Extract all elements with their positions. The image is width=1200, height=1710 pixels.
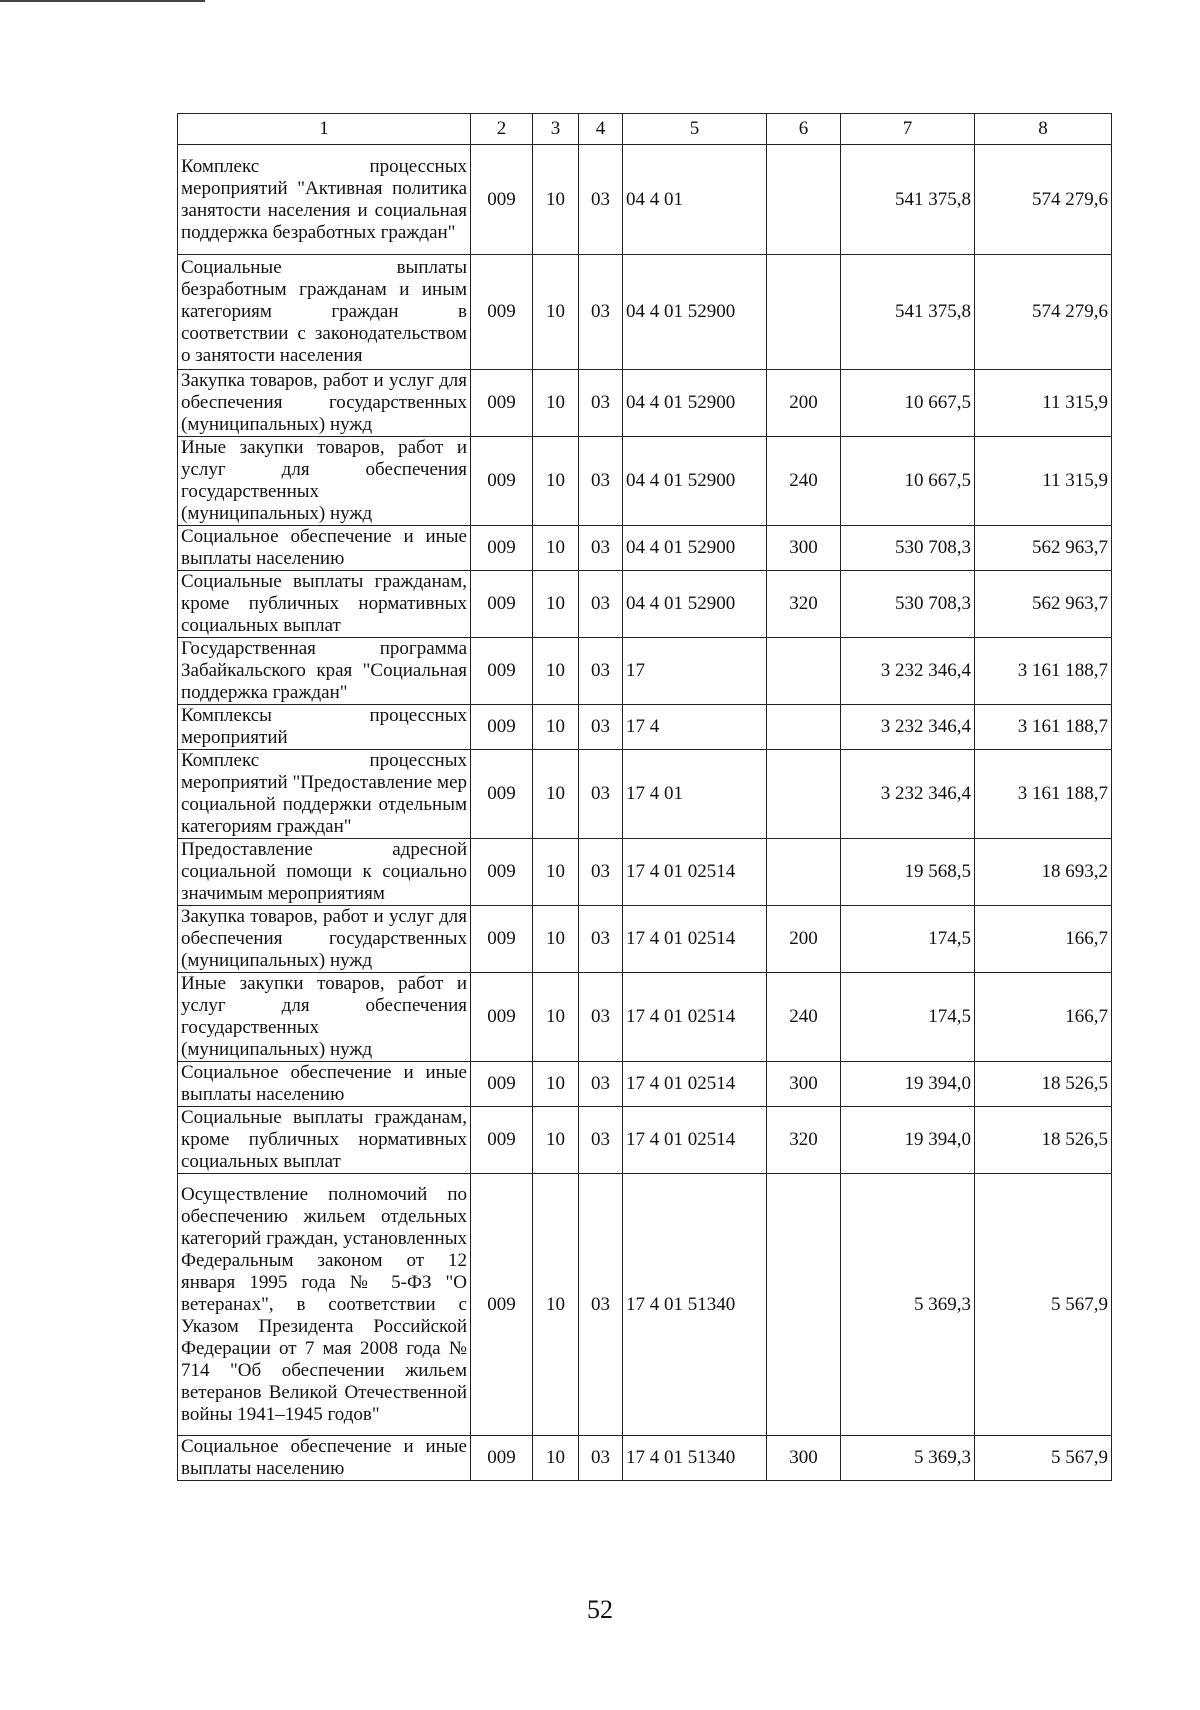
cell-admin-code: 009: [471, 1062, 533, 1107]
cell-expense-type: [767, 145, 841, 255]
cell-admin-code: 009: [471, 973, 533, 1062]
cell-section: 10: [533, 571, 579, 638]
table-row: [178, 1107, 1112, 1174]
cell-admin-code: 009: [471, 571, 533, 638]
header-cell: 2: [471, 114, 533, 145]
cell-expense-type: 300: [767, 1436, 841, 1481]
cell-amount-year1: 530 708,3: [841, 526, 975, 571]
cell-subsection: 03: [579, 1436, 623, 1481]
cell-amount-year2: 18 526,5: [975, 1107, 1112, 1174]
table-body: [178, 145, 1112, 1481]
cell-admin-code: 009: [471, 255, 533, 370]
row-description: Закупка товаров, работ и услуг для обеспечения государственных (муниципальных) нужд: [178, 906, 471, 973]
header-cell: 3: [533, 114, 579, 145]
cell-amount-year1: 19 394,0: [841, 1107, 975, 1174]
row-description: Социальное обеспечение и иные выплаты населению: [178, 526, 471, 571]
cell-amount-year2: 18 693,2: [975, 839, 1112, 906]
cell-subsection: 03: [579, 705, 623, 750]
cell-expense-type: 320: [767, 1107, 841, 1174]
table-header-row: [178, 114, 1112, 145]
cell-amount-year2: 166,7: [975, 906, 1112, 973]
cell-amount-year2: 3 161 188,7: [975, 638, 1112, 705]
cell-section: 10: [533, 839, 579, 906]
table-row: [178, 571, 1112, 638]
top-edge-rule: [0, 0, 205, 2]
cell-amount-year2: 5 567,9: [975, 1436, 1112, 1481]
table-row: [178, 638, 1112, 705]
row-description: Социальные выплаты гражданам, кроме публичных нормативных социальных выплат: [178, 1107, 471, 1174]
cell-admin-code: 009: [471, 1174, 533, 1436]
cell-section: 10: [533, 1107, 579, 1174]
row-description: Комплексы процессных мероприятий: [178, 705, 471, 750]
cell-section: 10: [533, 255, 579, 370]
cell-target-article: 04 4 01 52900: [623, 370, 767, 437]
cell-section: 10: [533, 638, 579, 705]
cell-target-article: 17 4 01: [623, 750, 767, 839]
cell-subsection: 03: [579, 906, 623, 973]
cell-target-article: 17: [623, 638, 767, 705]
cell-expense-type: [767, 255, 841, 370]
cell-amount-year1: 530 708,3: [841, 571, 975, 638]
cell-subsection: 03: [579, 750, 623, 839]
cell-target-article: 04 4 01 52900: [623, 437, 767, 526]
table-row: [178, 145, 1112, 255]
cell-target-article: 17 4 01 02514: [623, 973, 767, 1062]
row-description: Предоставление адресной социальной помощи к социально значимым мероприятиям: [178, 839, 471, 906]
cell-amount-year1: 19 568,5: [841, 839, 975, 906]
table-row: [178, 1436, 1112, 1481]
cell-amount-year2: 574 279,6: [975, 255, 1112, 370]
cell-section: 10: [533, 370, 579, 437]
header-cell: 5: [623, 114, 767, 145]
cell-amount-year1: 5 369,3: [841, 1436, 975, 1481]
row-description: Социальные выплаты гражданам, кроме публичных нормативных социальных выплат: [178, 571, 471, 638]
cell-amount-year2: 3 161 188,7: [975, 750, 1112, 839]
table-row: [178, 370, 1112, 437]
cell-target-article: 04 4 01 52900: [623, 255, 767, 370]
cell-section: 10: [533, 1062, 579, 1107]
row-description: Государственная программа Забайкальского края "Социальная поддержка граждан": [178, 638, 471, 705]
row-description: Комплекс процессных мероприятий "Предоставление мер социальной поддержки отдельным категориям граждан": [178, 750, 471, 839]
cell-target-article: 17 4 01 02514: [623, 1107, 767, 1174]
header-cell: 6: [767, 114, 841, 145]
cell-admin-code: 009: [471, 526, 533, 571]
table-row: [178, 906, 1112, 973]
cell-amount-year1: 5 369,3: [841, 1174, 975, 1436]
cell-target-article: 04 4 01: [623, 145, 767, 255]
cell-amount-year1: 19 394,0: [841, 1062, 975, 1107]
cell-admin-code: 009: [471, 1436, 533, 1481]
cell-target-article: 17 4: [623, 705, 767, 750]
cell-amount-year1: 10 667,5: [841, 437, 975, 526]
cell-subsection: 03: [579, 839, 623, 906]
cell-amount-year1: 174,5: [841, 906, 975, 973]
cell-amount-year2: 11 315,9: [975, 437, 1112, 526]
header-cell: 8: [975, 114, 1112, 145]
cell-amount-year2: 166,7: [975, 973, 1112, 1062]
cell-amount-year2: 574 279,6: [975, 145, 1112, 255]
cell-amount-year1: 3 232 346,4: [841, 705, 975, 750]
cell-expense-type: 300: [767, 1062, 841, 1107]
table-row: [178, 839, 1112, 906]
table-row: [178, 255, 1112, 370]
cell-expense-type: 240: [767, 437, 841, 526]
cell-amount-year2: 3 161 188,7: [975, 705, 1112, 750]
cell-amount-year2: 18 526,5: [975, 1062, 1112, 1107]
header-cell: 1: [178, 114, 471, 145]
cell-admin-code: 009: [471, 1107, 533, 1174]
cell-admin-code: 009: [471, 906, 533, 973]
row-description: Осуществление полномочий по обеспечению жильем отдельных категорий граждан, установленных Федеральным законом от 12 января 1995 года № 5-ФЗ "О ветеранах", в соответствии с Указом Президента Российской Федерации от 7 мая 2008 года № 714 "Об обеспечении жильем ветеранов Великой Отечественной войны 1941–1945 годов": [178, 1174, 471, 1436]
cell-subsection: 03: [579, 571, 623, 638]
cell-section: 10: [533, 973, 579, 1062]
cell-subsection: 03: [579, 437, 623, 526]
cell-subsection: 03: [579, 145, 623, 255]
cell-target-article: 17 4 01 51340: [623, 1174, 767, 1436]
cell-admin-code: 009: [471, 750, 533, 839]
cell-expense-type: 320: [767, 571, 841, 638]
table-row: [178, 973, 1112, 1062]
cell-target-article: 17 4 01 51340: [623, 1436, 767, 1481]
cell-admin-code: 009: [471, 705, 533, 750]
cell-section: 10: [533, 526, 579, 571]
cell-expense-type: 200: [767, 370, 841, 437]
cell-expense-type: 240: [767, 973, 841, 1062]
cell-subsection: 03: [579, 1062, 623, 1107]
row-description: Закупка товаров, работ и услуг для обеспечения государственных (муниципальных) нужд: [178, 370, 471, 437]
cell-expense-type: [767, 1174, 841, 1436]
cell-section: 10: [533, 906, 579, 973]
cell-subsection: 03: [579, 370, 623, 437]
cell-amount-year1: 541 375,8: [841, 255, 975, 370]
cell-amount-year1: 541 375,8: [841, 145, 975, 255]
table-row: [178, 437, 1112, 526]
row-description: Иные закупки товаров, работ и услуг для обеспечения государственных (муниципальных) нужд: [178, 437, 471, 526]
table-row: [178, 1174, 1112, 1436]
cell-amount-year1: 10 667,5: [841, 370, 975, 437]
cell-subsection: 03: [579, 526, 623, 571]
cell-section: 10: [533, 437, 579, 526]
cell-amount-year2: 562 963,7: [975, 571, 1112, 638]
table-row: [178, 526, 1112, 571]
cell-amount-year2: 11 315,9: [975, 370, 1112, 437]
cell-expense-type: 200: [767, 906, 841, 973]
cell-amount-year2: 562 963,7: [975, 526, 1112, 571]
cell-subsection: 03: [579, 973, 623, 1062]
cell-target-article: 04 4 01 52900: [623, 526, 767, 571]
cell-section: 10: [533, 145, 579, 255]
cell-amount-year2: 5 567,9: [975, 1174, 1112, 1436]
row-description: Социальные выплаты безработным гражданам и иным категориям граждан в соответствии с законодательством о занятости населения: [178, 255, 471, 370]
cell-admin-code: 009: [471, 437, 533, 526]
cell-section: 10: [533, 750, 579, 839]
table-row: [178, 1062, 1112, 1107]
budget-table: [177, 113, 1112, 1481]
cell-expense-type: [767, 839, 841, 906]
cell-admin-code: 009: [471, 145, 533, 255]
row-description: Социальное обеспечение и иные выплаты населению: [178, 1436, 471, 1481]
cell-admin-code: 009: [471, 839, 533, 906]
cell-target-article: 17 4 01 02514: [623, 1062, 767, 1107]
cell-admin-code: 009: [471, 370, 533, 437]
cell-expense-type: [767, 750, 841, 839]
cell-amount-year1: 3 232 346,4: [841, 638, 975, 705]
cell-subsection: 03: [579, 1107, 623, 1174]
cell-target-article: 17 4 01 02514: [623, 839, 767, 906]
cell-expense-type: [767, 705, 841, 750]
cell-expense-type: [767, 638, 841, 705]
row-description: Комплекс процессных мероприятий "Активная политика занятости населения и социальная поддержка безработных граждан": [178, 145, 471, 255]
page-number: 52: [587, 1595, 613, 1624]
cell-expense-type: 300: [767, 526, 841, 571]
cell-target-article: 17 4 01 02514: [623, 906, 767, 973]
table-row: [178, 705, 1112, 750]
cell-target-article: 04 4 01 52900: [623, 571, 767, 638]
cell-section: 10: [533, 705, 579, 750]
cell-subsection: 03: [579, 638, 623, 705]
header-cell: 4: [579, 114, 623, 145]
row-description: Социальное обеспечение и иные выплаты населению: [178, 1062, 471, 1107]
cell-amount-year1: 174,5: [841, 973, 975, 1062]
cell-subsection: 03: [579, 255, 623, 370]
header-cell: 7: [841, 114, 975, 145]
row-description: Иные закупки товаров, работ и услуг для обеспечения государственных (муниципальных) нужд: [178, 973, 471, 1062]
cell-section: 10: [533, 1436, 579, 1481]
cell-subsection: 03: [579, 1174, 623, 1436]
table-row: [178, 750, 1112, 839]
cell-amount-year1: 3 232 346,4: [841, 750, 975, 839]
cell-section: 10: [533, 1174, 579, 1436]
cell-admin-code: 009: [471, 638, 533, 705]
